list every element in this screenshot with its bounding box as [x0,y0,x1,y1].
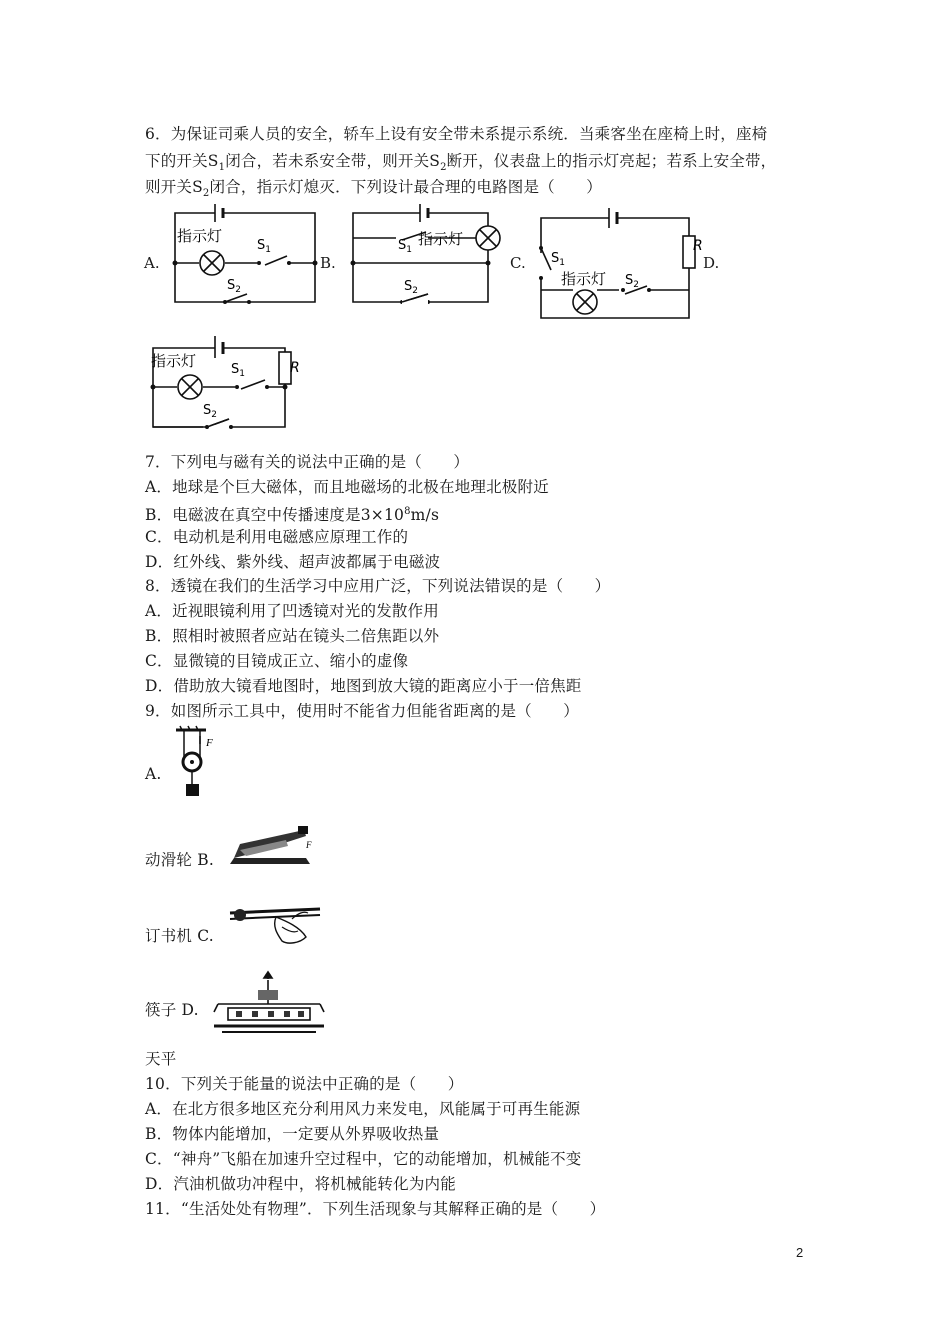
svg-text:指示灯: 指示灯 [151,352,197,370]
svg-text:S2: $S_2$ [625,273,639,290]
stapler-image [226,820,316,872]
q6-line-3: 则开关$S_2$闭合，指示灯熄灭．下列设计最合理的电路图是（ ） [145,178,602,200]
svg-text:F: F [306,840,312,850]
q8-option-d: D．借助放大镜看地图时，地图到放大镜的距离应小于一倍焦距 [145,677,582,695]
q7-option-d: D．红外线、紫外线、超声波都属于电磁波 [145,553,441,571]
circuit-a [165,198,325,308]
q6-line-2: 下的开关$S_1$闭合，若未系安全带，则开关$S_2$断开，仪表盘上的指示灯亮起；若系上安全带， [145,152,777,174]
svg-text:S2: $S_2$ [404,279,418,296]
q8-stem: 8．透镜在我们的生活学习中应用广泛，下列说法错误的是（ ） [145,577,611,595]
q7-stem: 7．下列电与磁有关的说法中正确的是（ ） [145,453,470,471]
q7-option-c: C．电动机是利用电磁感应原理工作的 [145,528,409,546]
svg-text:F: F [206,737,213,749]
lamp-label: 指示灯 [177,227,223,245]
svg-text:S1: $S_1$ [551,251,565,268]
page-number: 2 [796,1245,804,1260]
q6-line-1: 6．为保证司乘人员的安全，轿车上设有安全带未系提示系统．当乘客坐在座椅上时，座椅 [145,125,768,143]
q8-option-a: A．近视眼镜利用了凹透镜对光的发散作用 [145,602,439,620]
q8-option-c: C．显微镜的目镜成正立、缩小的虚像 [145,652,409,670]
q7-option-b: B．电磁波在真空中传播速度是$3\times 10^8m/s$ [145,506,440,525]
q9-option-b: 动滑轮 B. [145,851,214,869]
q10-option-d: D．汽油机做功冲程中，将机械能转化为内能 [145,1175,456,1193]
q11-stem: 11．“生活处处有物理”．下列生活现象与其解释正确的是（ ） [145,1200,606,1218]
q9-last-label: 天平 [145,1050,177,1068]
balance-image [212,968,328,1036]
q9-option-a: A. [145,765,162,783]
q9-option-c: 订书机 C. [145,927,214,945]
q10-option-b: B．物体内能增加，一定要从外界吸收热量 [145,1125,440,1143]
svg-text:S1: $S_1$ [398,238,412,255]
svg-text:指示灯: 指示灯 [561,270,607,288]
r-label: R [693,238,703,254]
circuit-b [348,198,498,308]
chopsticks-image [228,897,324,953]
q9-option-d: 筷子 D. [145,1001,199,1019]
s2-label: $S_2$ [227,278,241,295]
q7-option-a: A．地球是个巨大磁体，而且地磁场的北极在地理北极附近 [145,478,549,496]
q9-stem: 9．如图所示工具中，使用时不能省力但能省距离的是（ ） [145,702,579,720]
circuit-c [533,198,703,323]
q6-option-a-label: A. [144,254,160,272]
s1-label: $S_1$ [257,238,271,255]
q6-option-b-label: B. [320,254,336,272]
svg-text:S1: $S_1$ [231,362,245,379]
circuit-d [145,322,305,434]
q10-option-c: C．“神舟”飞船在加速升空过程中，它的动能增加，机械能不变 [145,1150,582,1168]
svg-text:指示灯: 指示灯 [418,230,464,248]
q6-option-c-label: C. [510,254,526,272]
q6-option-d-label: D. [703,254,720,272]
q10-option-a: A．在北方很多地区充分利用风力来发电，风能属于可再生能源 [145,1100,581,1118]
q8-option-b: B．照相时被照者应站在镜头二倍焦距以外 [145,627,440,645]
svg-text:R: R [290,360,300,376]
movable-pulley-image [170,724,220,800]
q10-stem: 10．下列关于能量的说法中正确的是（ ） [145,1075,464,1093]
svg-text:S2: $S_2$ [203,403,217,420]
